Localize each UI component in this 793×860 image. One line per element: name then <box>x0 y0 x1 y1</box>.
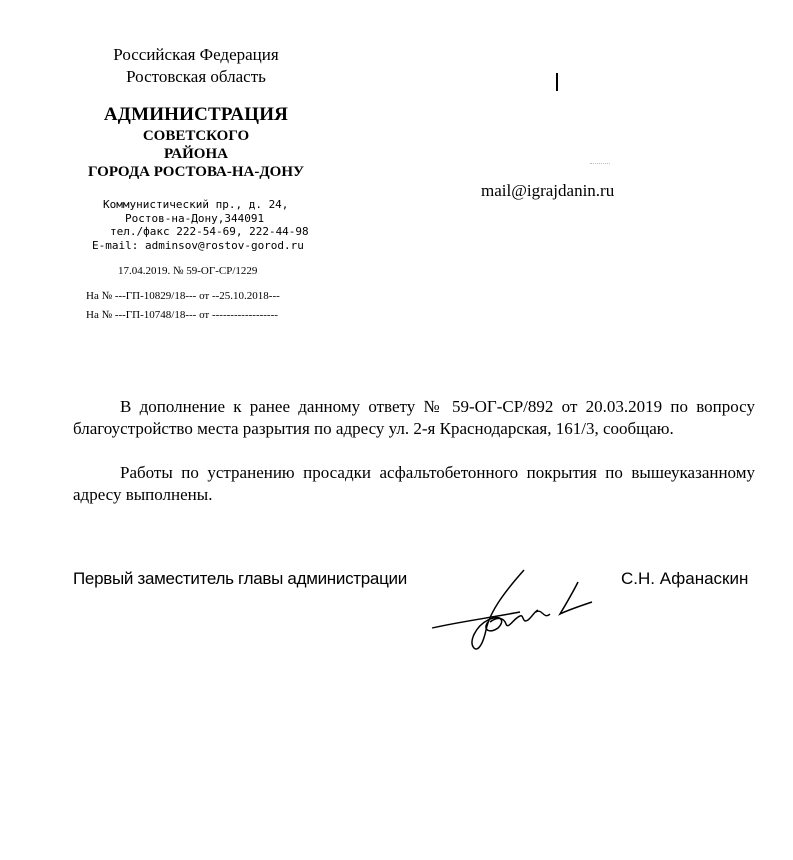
handwritten-signature <box>428 560 598 655</box>
address-phone: тел./факс 222-54-69, 222-44-98 <box>110 225 309 238</box>
address-line1: Коммунистический пр., д. 24, <box>103 198 289 211</box>
faint-mark <box>590 163 610 168</box>
outgoing-number: 17.04.2019. № 59-ОГ-СР/1229 <box>118 265 258 277</box>
letterhead-org-line1: АДМИНИСТРАЦИЯ <box>103 104 289 125</box>
letterhead-org-line4: ГОРОДА РОСТОВА-НА-ДОНУ <box>87 164 304 180</box>
letterhead-region: Ростовская область <box>126 67 266 86</box>
address-email: E-mail: adminsov@rostov-gorod.ru <box>92 239 304 252</box>
body-paragraph-2: Работы по устранению просадки асфальтобетонного покрытия по вышеуказанному адресу выполнены. <box>73 463 755 504</box>
body-paragraph-1: В дополнение к ранее данному ответу № 59-ОГ-СР/892 от 20.03.2019 по вопросу благоустройство места разрытия по адресу ул. 2-я Краснодарская, 161/3, сообщаю. <box>73 397 755 438</box>
reference-number-2: На № ---ГП-10748/18--- от ------------------ <box>86 309 278 321</box>
signatory-name: С.Н. Афанаскин <box>621 569 749 588</box>
text-cursor <box>556 73 558 91</box>
recipient-email: mail@igrajdanin.ru <box>481 181 615 200</box>
letterhead-org-line3: РАЙОНА <box>164 146 228 162</box>
signatory-title: Первый заместитель главы администрации <box>73 569 407 588</box>
letterhead-country: Российская Федерация <box>113 45 279 64</box>
address-line2: Ростов-на-Дону,344091 <box>125 212 265 225</box>
reference-number-1: На № ---ГП-10829/18--- от --25.10.2018--- <box>86 290 280 302</box>
letterhead-org-line2: СОВЕТСКОГО <box>142 128 250 144</box>
